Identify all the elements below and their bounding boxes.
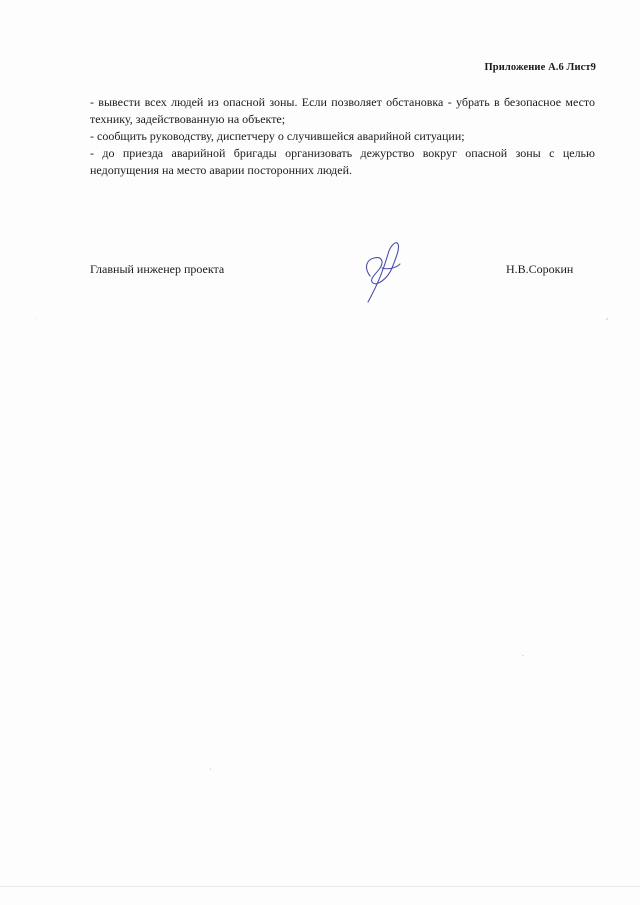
scan-speck [36, 318, 37, 319]
paragraph-evacuate: - вывести всех людей из опасной зоны. Если позволяет обстановка - убрать в безопасное место технику, задействованную на объекте; [90, 95, 595, 126]
paragraph-guard: - до приезда аварийной бригады организовать дежурство вокруг опасной зоны с целью недопущения на место аварии посторонних людей. [90, 146, 595, 177]
appendix-reference: Приложение А.6 Лист9 [484, 62, 596, 73]
scan-speck [606, 318, 608, 320]
signatory-name: Н.В.Сорокин [506, 262, 574, 276]
paragraph-notify: - сообщить руководству, диспетчеру о случившейся аварийной ситуации; [90, 129, 465, 143]
document-body [90, 94, 595, 179]
handwritten-signature [358, 238, 408, 306]
page-bottom-edge [0, 886, 640, 887]
scan-speck [210, 768, 211, 770]
signatory-title: Главный инженер проекта [90, 262, 225, 276]
scan-speck [522, 655, 524, 656]
